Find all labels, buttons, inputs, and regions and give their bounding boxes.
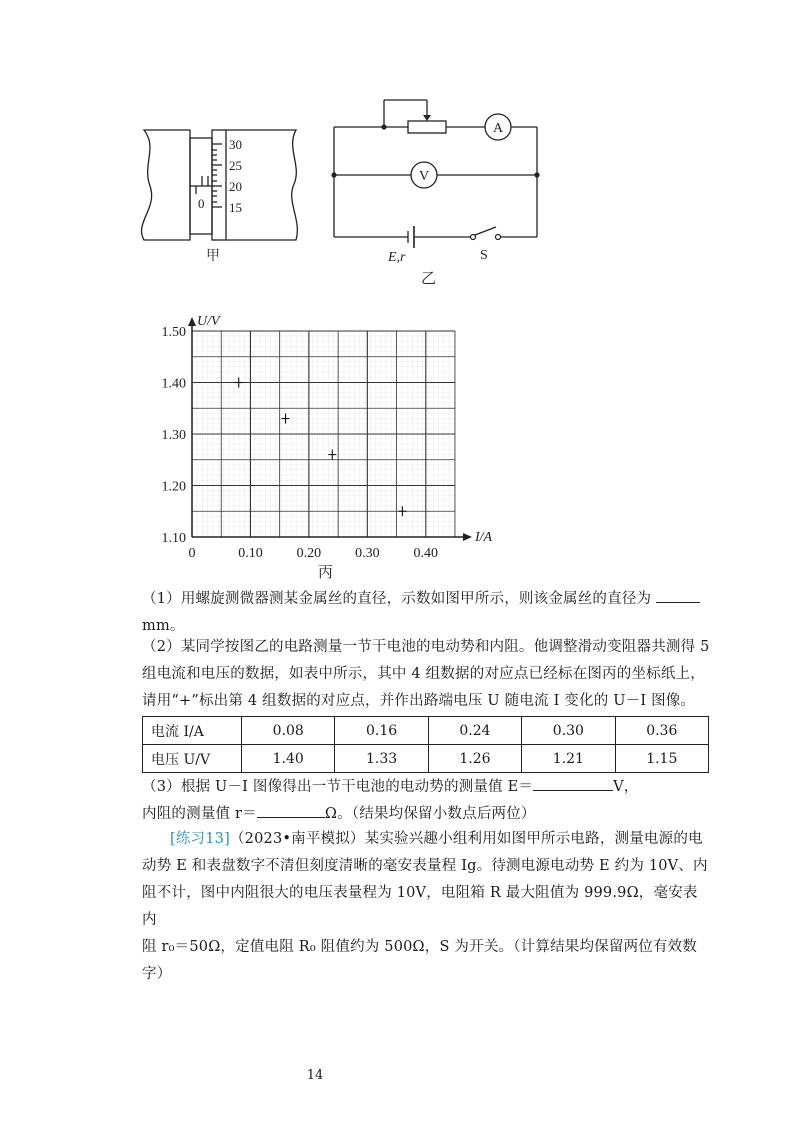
figure-caption-yi: 乙 — [421, 271, 437, 287]
resistance-answer-blank[interactable] — [257, 802, 325, 818]
junction-dot — [331, 172, 336, 177]
x-tick-label: 0.10 — [238, 546, 263, 561]
y-tick-label: 1.20 — [161, 479, 186, 495]
micrometer-figure — [136, 118, 336, 268]
x-tick-label: 0.30 — [355, 546, 380, 561]
exercise-source: （2023•南平模拟） — [229, 831, 365, 847]
x-tick-label: 0.20 — [296, 546, 322, 561]
junction-dot — [381, 124, 386, 129]
exercise-line: 阻 r₀＝50Ω，定值电阻 R₀ 阻值约为 500Ω，S 为开关。（计算结果均保留两位有效数 — [142, 939, 698, 955]
table-cell: 1.33 — [335, 745, 428, 773]
table-cell: 0.24 — [428, 717, 521, 745]
table-cell: 1.21 — [522, 745, 615, 773]
exercise-13 — [142, 826, 712, 988]
junction-dot — [534, 172, 539, 177]
q2-line: （2）某同学按图乙的电路测量一节干电池的电动势和内阻。他调整滑动变阻器共测得 5 — [142, 639, 710, 655]
q1-unit: mm。 — [142, 618, 185, 634]
thimble-label: 20 — [229, 179, 242, 194]
q2-line: 请用“+”标出第 4 组数据的对应点，并作出路端电压 U 随电流 I 变化的 U－I 图像。 — [142, 693, 696, 709]
exercise-tag: [练习13] — [170, 831, 230, 847]
q3-unit: V， — [613, 779, 639, 795]
table-header-cell: 电流 I/A — [143, 717, 242, 745]
y-tick-label: 1.30 — [161, 428, 186, 443]
x-axis-label: I/A — [475, 530, 493, 545]
exercise-line: 某实验兴趣小组利用如图甲所示电路，测量电源的电 — [364, 831, 703, 847]
page-number: 14 — [306, 1068, 324, 1083]
table-cell: 1.40 — [242, 745, 335, 773]
y-tick-label: 1.40 — [161, 376, 186, 392]
q1-answer-blank[interactable] — [656, 587, 700, 603]
question-3 — [142, 774, 712, 828]
question-1 — [142, 586, 712, 640]
table-cell: 0.36 — [615, 717, 708, 745]
switch-label: S — [480, 248, 488, 263]
ammeter-label: A — [493, 121, 504, 136]
exercise-line: 动势 E 和表盘数字不清但刻度清晰的毫安表量程 Ig。待测电源电动势 E 约为 10V、内 — [142, 858, 708, 874]
question-2 — [142, 634, 712, 715]
table-cell: 0.16 — [335, 717, 428, 745]
thimble-label: 30 — [229, 137, 242, 152]
table-cell: 0.30 — [522, 717, 615, 745]
sleeve-zero-label: 0 — [198, 196, 205, 211]
thimble-label: 15 — [229, 200, 242, 215]
figure-caption-bing: 丙 — [318, 565, 334, 581]
table-cell: 0.08 — [242, 717, 335, 745]
y-axis-arrow — [188, 317, 196, 326]
table-header-cell: 电压 U/V — [143, 745, 242, 773]
table-cell: 1.15 — [615, 745, 708, 773]
circuit-figure — [328, 90, 558, 290]
q1-text: （1）用螺旋测微器测某金属丝的直径，示数如图甲所示，则该金属丝的直径为 — [142, 591, 652, 607]
y-axis-label: U/V — [197, 314, 220, 329]
q3-text: Ω。（结果均保留小数点后两位） — [324, 806, 536, 822]
q2-line: 组电流和电压的数据，如表中所示，其中 4 组数据的对应点已经标在图丙的坐标纸上， — [142, 666, 705, 682]
emf-answer-blank[interactable] — [533, 775, 613, 791]
ui-graph — [150, 305, 510, 585]
data-table — [142, 716, 709, 773]
q3-text: 内阻的测量值 r＝ — [142, 806, 257, 822]
x-tick-label: 0.40 — [413, 546, 439, 561]
y-tick-label: 1.10 — [161, 531, 186, 546]
x-axis-arrow — [463, 533, 472, 541]
exercise-line: 阻不计，图中内阻很大的电压表量程为 10V，电阻箱 R 最大阻值为 999.9Ω，毫安表内 — [142, 885, 698, 928]
voltmeter-label: V — [419, 169, 430, 184]
table-row — [143, 745, 709, 773]
figure-caption-jia: 甲 — [206, 249, 220, 264]
exercise-line: 字） — [142, 966, 172, 982]
rheostat — [408, 121, 446, 133]
thimble-label: 25 — [229, 158, 242, 173]
y-tick-label: 1.50 — [161, 325, 186, 340]
x-tick-label: 0 — [188, 546, 196, 561]
table-cell: 1.26 — [428, 745, 521, 773]
q3-text: （3）根据 U－I 图像得出一节干电池的电动势的测量值 E＝ — [142, 779, 534, 795]
table-row — [143, 717, 709, 745]
battery-label: E,r — [388, 250, 406, 265]
